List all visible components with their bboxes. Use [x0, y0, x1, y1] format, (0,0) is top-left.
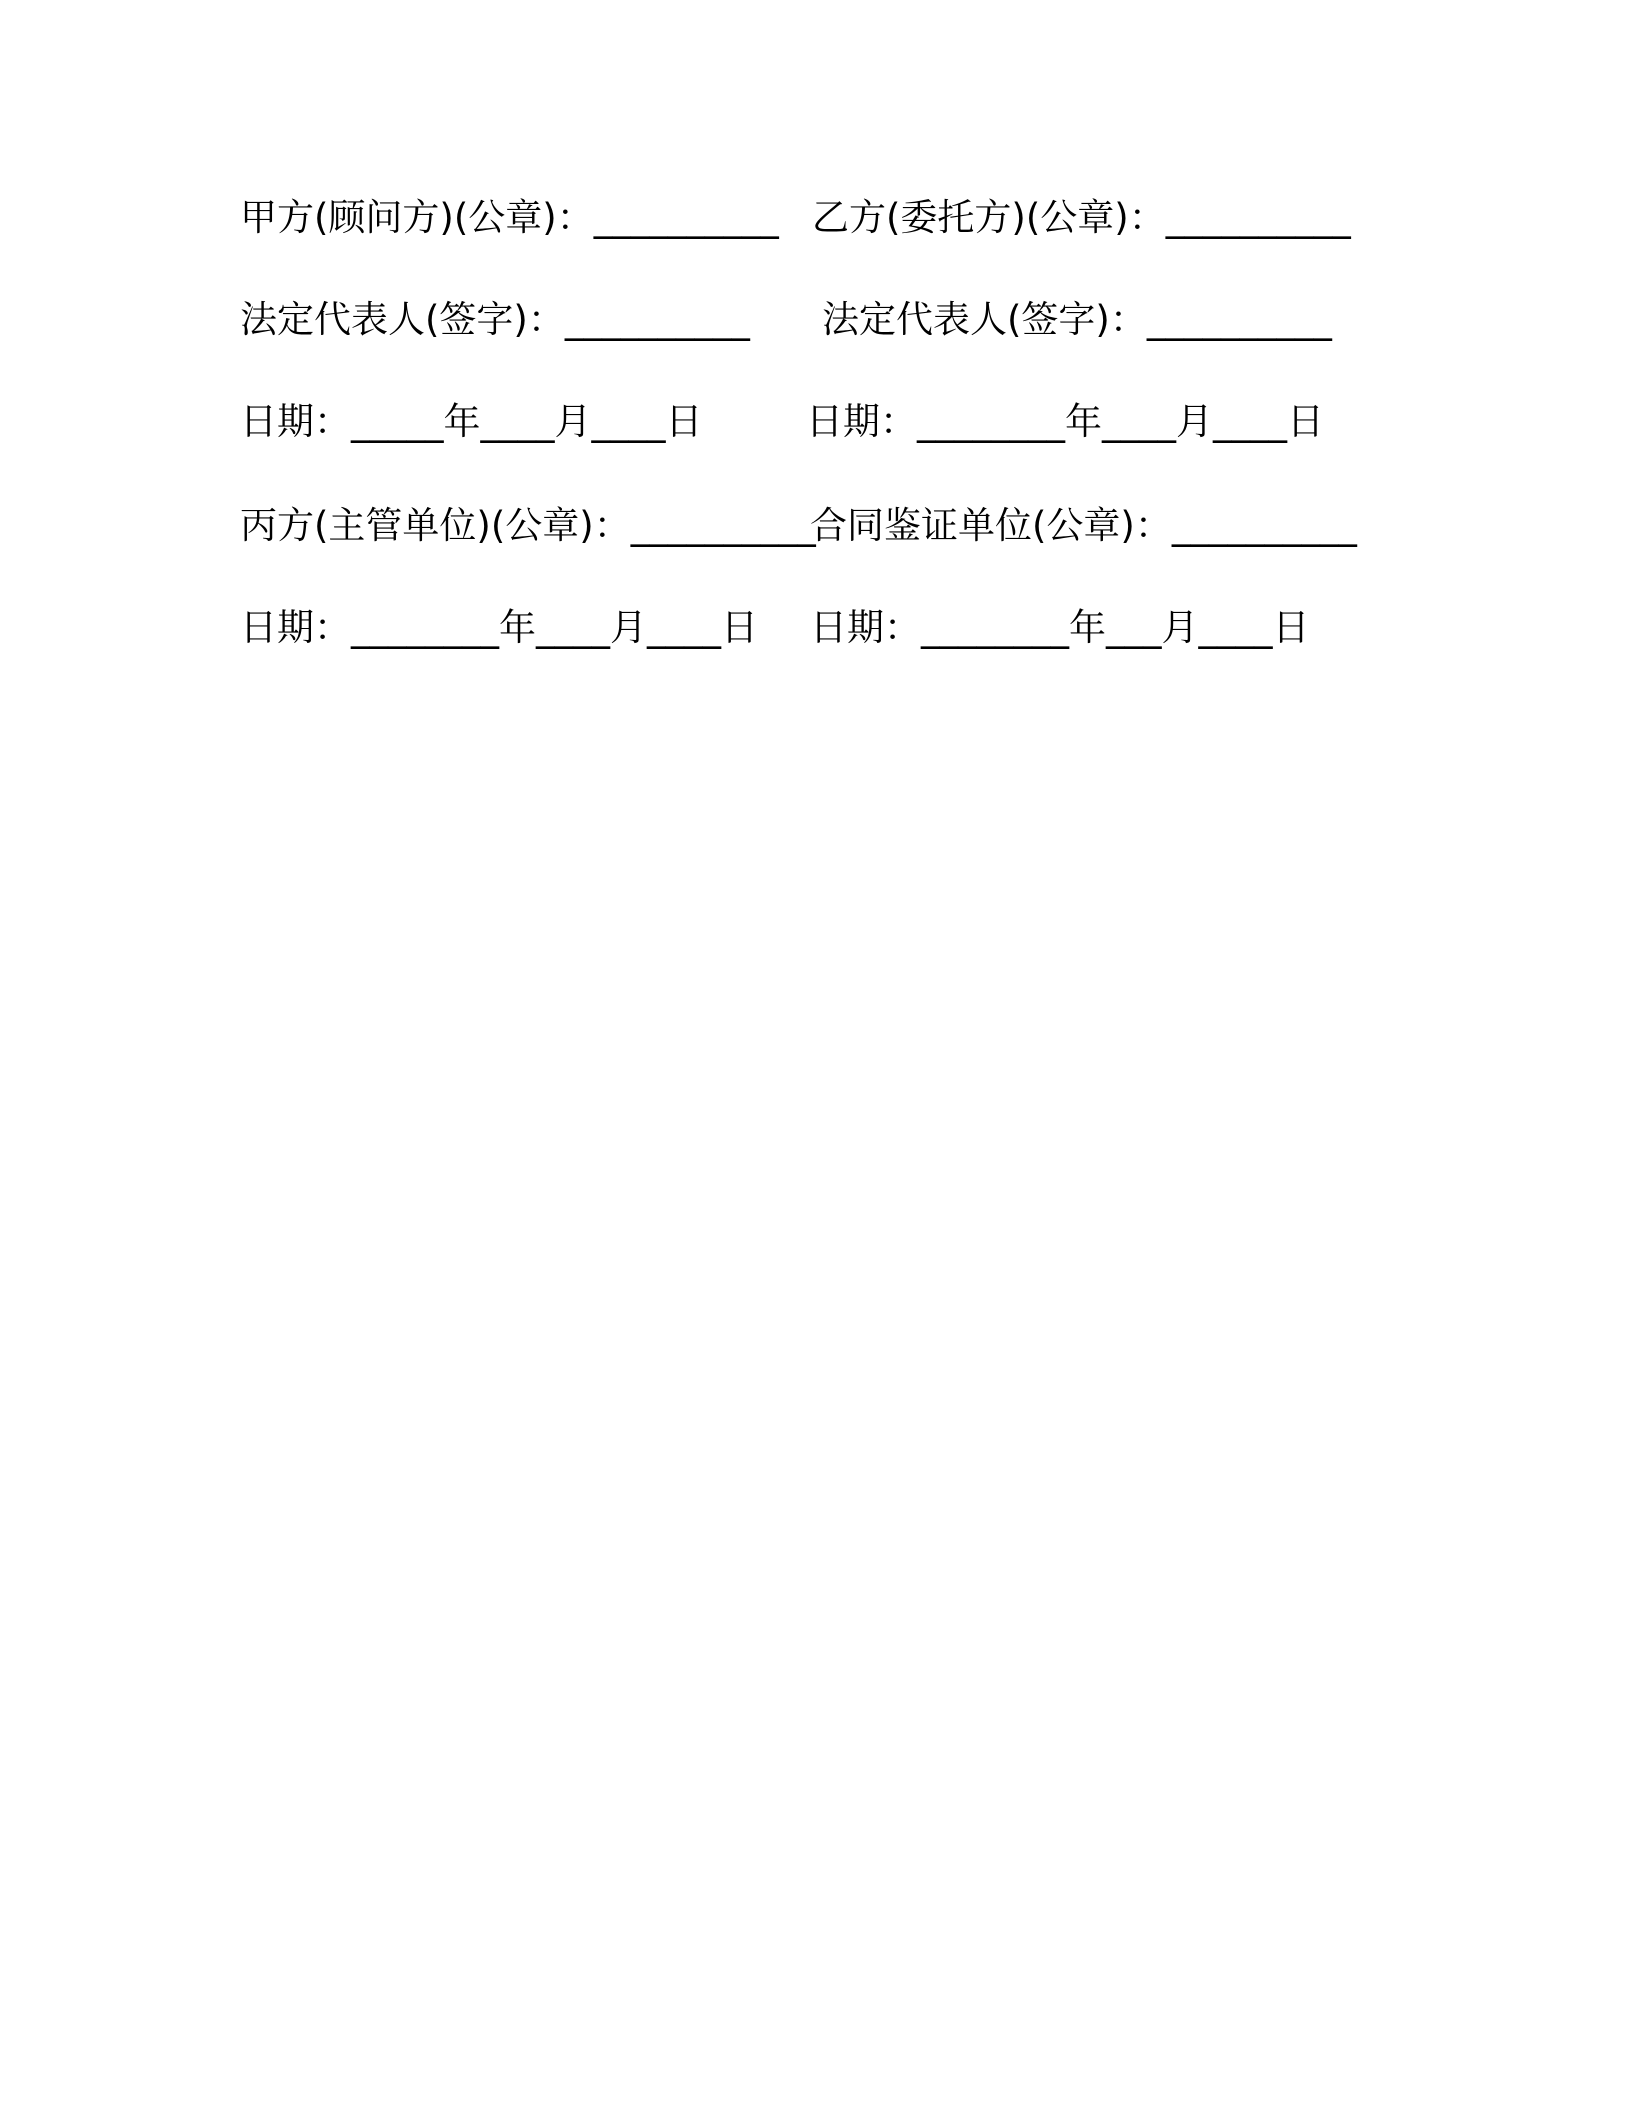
party-c-date-field: 日期：________年____月____日	[240, 606, 758, 649]
party-c-seal-field: 丙方(主管单位)(公章)：__________	[240, 504, 816, 547]
party-b-representative-field: 法定代表人(签字)：__________	[822, 298, 1332, 341]
verification-unit-date-field: 日期：________年___月____日	[810, 606, 1310, 649]
verification-unit-seal-field: 合同鉴证单位(公章)：__________	[810, 504, 1357, 547]
party-b-seal-field: 乙方(委托方)(公章)：__________	[812, 196, 1351, 239]
party-a-representative-field: 法定代表人(签字)：__________	[240, 298, 750, 341]
party-a-date-field: 日期：_____年____月____日	[240, 400, 703, 443]
party-a-seal-field: 甲方(顾问方)(公章)：__________	[240, 196, 779, 239]
party-b-date-field: 日期：________年____月____日	[806, 400, 1324, 443]
